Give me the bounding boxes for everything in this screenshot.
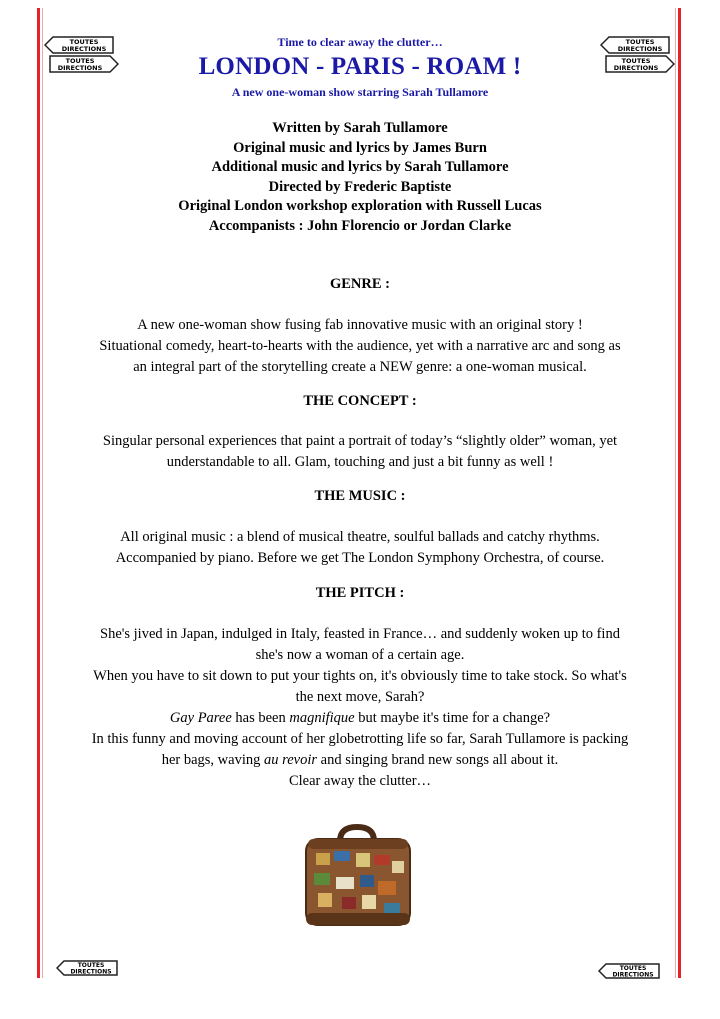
paragraph-line: she's now a woman of a certain age. xyxy=(255,647,465,663)
genre-paragraph xyxy=(44,315,676,378)
credit-line: Directed by Frederic Baptiste xyxy=(268,178,452,195)
sign-text-bottom: DIRECTIONS xyxy=(70,968,112,976)
text-span: has been xyxy=(231,710,290,726)
music-paragraph xyxy=(44,527,676,569)
credit-line: Additional music and lyrics by Sarah Tullamore xyxy=(211,159,509,175)
paragraph-line: Situational comedy, heart-to-hearts with the audience, yet with a narrative arc and song as xyxy=(99,338,621,354)
sign-text-bottom: DIRECTIONS xyxy=(617,45,663,53)
italic-text: Gay Paree xyxy=(169,710,232,726)
paragraph-line: A new one-woman show fusing fab innovative music with an original story ! xyxy=(137,317,583,333)
sign-text-top: TOUTES xyxy=(77,962,105,969)
sign-text-bottom: DIRECTIONS xyxy=(61,45,107,53)
sign-text-bottom: DIRECTIONS xyxy=(612,971,654,979)
sign-text-top: TOUTES xyxy=(621,57,651,65)
paragraph-line: Accompanied by piano. Before we get The London Symphony Orchestra, of course. xyxy=(115,550,605,566)
paragraph-line: Singular personal experiences that paint a portrait of today’s “slightly older” woman, yet xyxy=(102,433,618,449)
genre-heading: GENRE : xyxy=(329,276,391,292)
text-span: but maybe it's time for a change? xyxy=(354,710,551,726)
italic-text: magnifique xyxy=(289,710,355,726)
concept-heading: THE CONCEPT : xyxy=(303,393,417,409)
suitcase-illustration-icon xyxy=(298,823,416,935)
sign-text-bottom: DIRECTIONS xyxy=(57,64,103,72)
text-span: and singing brand new songs all about it. xyxy=(317,752,559,768)
pitch-heading: THE PITCH : xyxy=(315,585,405,601)
paragraph-line: When you have to sit down to put your tights on, it's obviously time to take stock. So what's xyxy=(93,668,627,684)
sign-text-top: TOUTES xyxy=(619,965,647,972)
left-thin-rule xyxy=(42,8,43,978)
tagline: Time to clear away the clutter… xyxy=(277,35,443,49)
sign-text-bottom: DIRECTIONS xyxy=(613,64,659,72)
text-span: her bags, waving xyxy=(161,752,264,768)
direction-sign-left-arrow-icon xyxy=(598,963,660,979)
pitch-paragraph xyxy=(44,624,676,792)
paragraph-line: In this funny and moving account of her globetrotting life so far, Sarah Tullamore is packing xyxy=(91,731,629,747)
paragraph-line: understandable to all. Glam, touching and just a bit funny as well ! xyxy=(166,454,554,470)
sign-text-top: TOUTES xyxy=(625,38,655,46)
credit-line: Accompanists : John Florencio or Jordan Clarke xyxy=(208,217,512,234)
page-title: LONDON - PARIS - ROAM ! xyxy=(198,53,522,80)
credit-line: Original London workshop exploration with Russell Lucas xyxy=(178,198,542,214)
paragraph-line xyxy=(44,708,676,729)
direction-sign-left-arrow-icon xyxy=(56,960,118,976)
credit-line: Written by Sarah Tullamore xyxy=(272,120,448,136)
sign-text-top: TOUTES xyxy=(69,38,99,46)
music-heading: THE MUSIC : xyxy=(314,488,406,504)
paragraph-line xyxy=(44,750,676,771)
credits xyxy=(44,119,676,236)
sign-text-top: TOUTES xyxy=(65,57,95,65)
left-red-rule xyxy=(37,8,40,978)
paragraph-line: All original music : a blend of musical theatre, soulful ballads and catchy rhythms. xyxy=(120,529,600,545)
paragraph-line: the next move, Sarah? xyxy=(295,689,425,705)
paragraph-line: Clear away the clutter… xyxy=(288,773,432,789)
credit-line: Original music and lyrics by James Burn xyxy=(233,139,487,156)
right-red-rule xyxy=(678,8,681,978)
concept-paragraph xyxy=(44,431,676,473)
paragraph-line: She's jived in Japan, indulged in Italy, feasted in France… and suddenly woken up to find xyxy=(100,626,620,642)
italic-text: au revoir xyxy=(264,752,318,768)
paragraph-line: an integral part of the storytelling create a NEW genre: a one-woman musical. xyxy=(133,359,587,375)
subtitle: A new one-woman show starring Sarah Tullamore xyxy=(231,85,489,99)
